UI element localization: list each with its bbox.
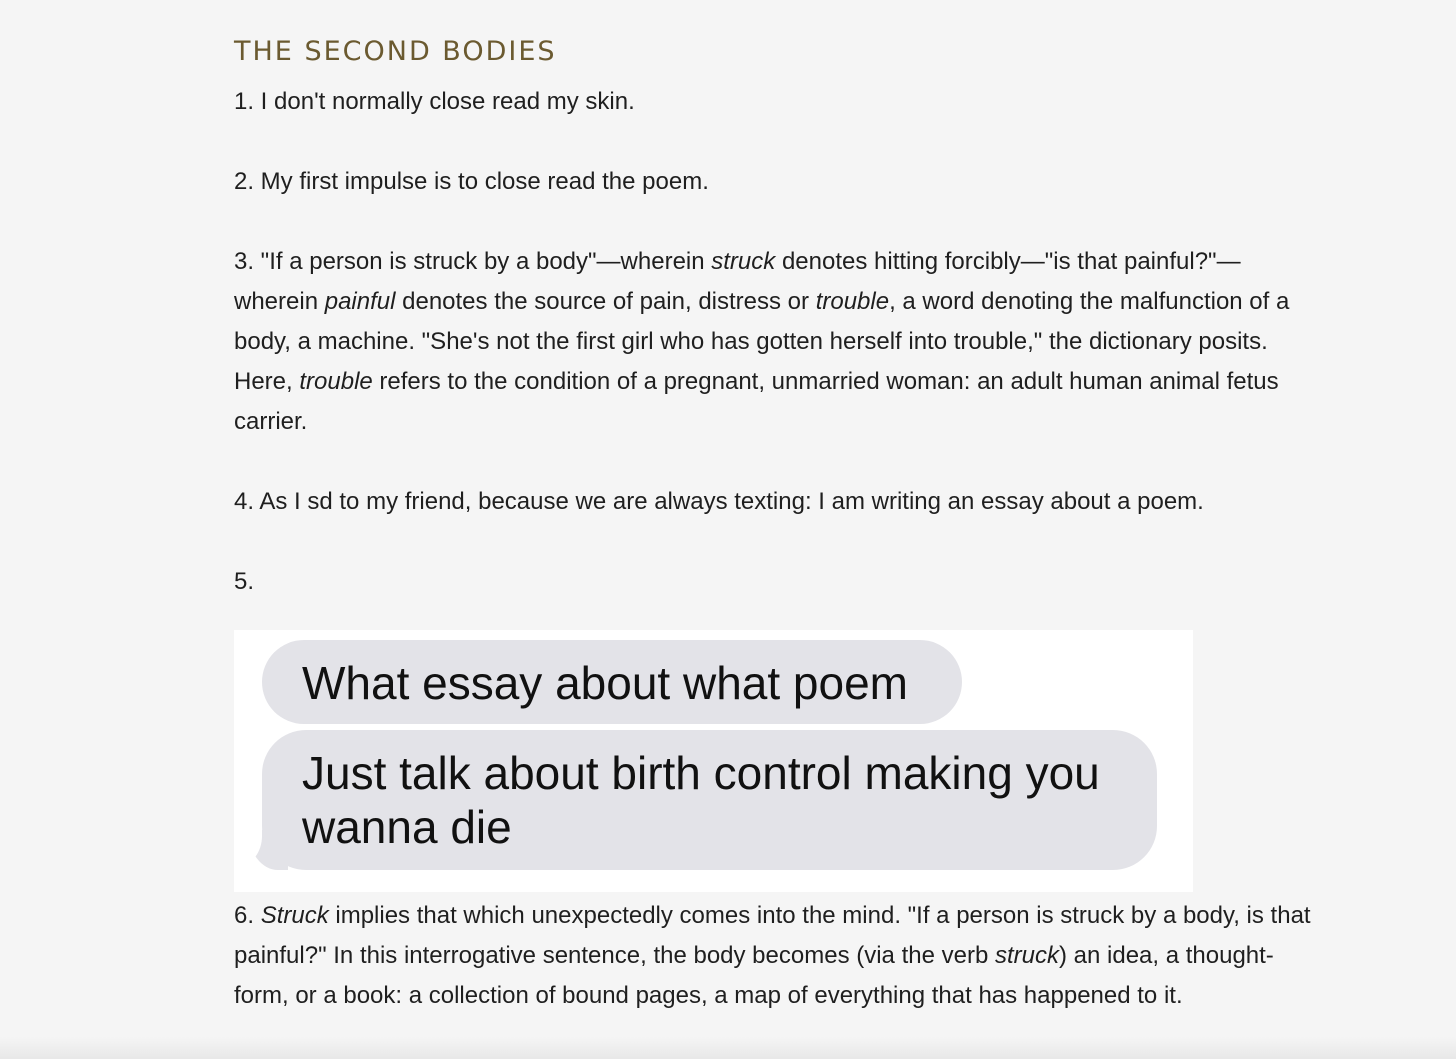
paragraph-2: 2. My first impulse is to close read the poem. (234, 168, 709, 195)
paragraph-6-text: 6. (234, 902, 261, 929)
paragraph-4: 4. As I sd to my friend, because we are always texting: I am writing an essay about a poem. (234, 488, 1204, 515)
paragraph-3-text: refers to the condition of a pregnant, unmarried woman: an adult human animal fetus carrier. (234, 368, 1279, 435)
bottom-fade (0, 1037, 1456, 1059)
text-message-screenshot (234, 630, 1193, 892)
paragraph-3-text: 3. "If a person is struck by a body"—wherein (234, 248, 712, 275)
paragraph-3-text: , a word denoting the malfunction of a body, a machine. "She's not the first girl who has gotten herself into trouble," the dictionary posits. Here, (234, 288, 1290, 395)
italic-word-trouble: trouble (299, 368, 373, 395)
italic-word-struck: Struck (260, 902, 329, 929)
message-text: What essay about what poem (302, 657, 908, 709)
paragraph-1: 1. I don't normally close read my skin. (234, 88, 635, 115)
italic-word-painful: painful (324, 288, 396, 315)
italic-word-trouble: trouble (815, 288, 890, 315)
paragraph-6-text: implies that which unexpectedly comes into the mind. "If a person is struck by a body, is that painful?" In this interrogative sentence, the body becomes (via the verb (234, 902, 1311, 969)
message-bubble (262, 730, 1157, 870)
section-heading: THE SECOND BODIES (234, 36, 557, 67)
paragraph-6 (234, 896, 1324, 1016)
paragraph-3 (234, 242, 1324, 442)
paragraph-5: 5. (234, 568, 255, 595)
message-bubble (262, 640, 962, 724)
italic-word-struck: struck (711, 248, 776, 275)
article (234, 30, 1324, 1056)
paragraph-3-text: denotes the source of pain, distress or (395, 288, 816, 315)
italic-word-struck: struck (994, 942, 1059, 969)
paragraph-3-text: denotes hitting forcibly—"is that painful?"—wherein (234, 248, 1241, 315)
message-text: Just talk about birth control making you wanna die (302, 747, 1100, 853)
paragraph-6-text: ) an idea, a thought-form, or a book: a collection of bound pages, a map of everything that has happened to it. (234, 942, 1274, 1009)
